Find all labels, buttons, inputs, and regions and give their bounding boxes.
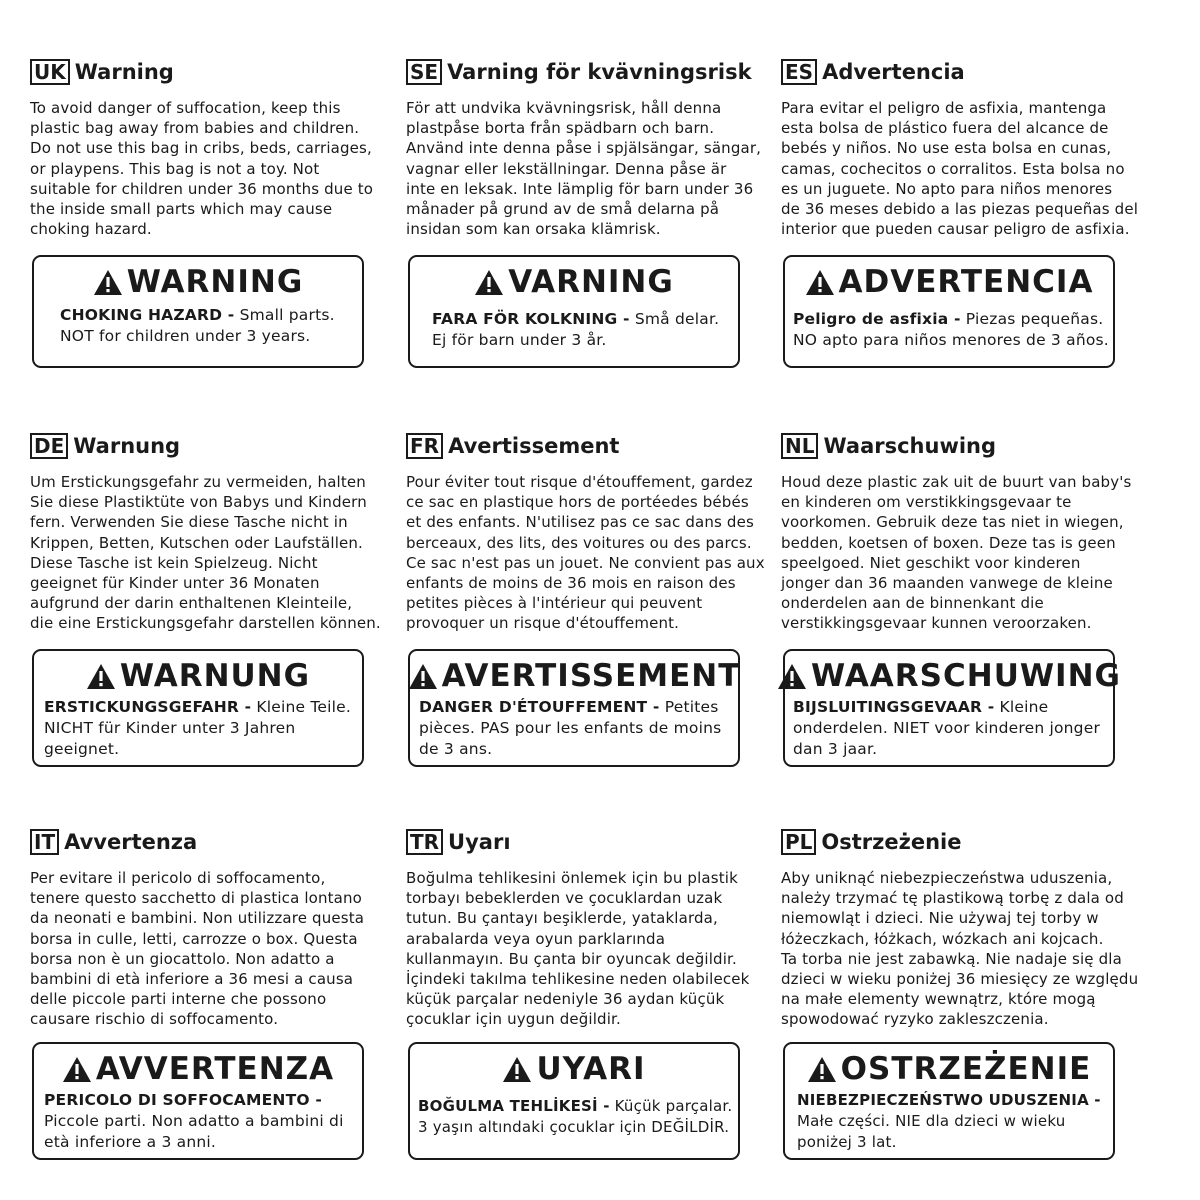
warning-paragraph: Houd deze plastic zak uit de buurt van baby's en kinderen om verstikkingsgevaar te voorkomen. Gebruik deze tas niet in wiegen, bedden, koetsen of boxen. Deze tas is geen speelgoed. Niet geschikt voor kinderen jonger dan 36 maanden vanwege de kleine onderdelen aan de binnenkant die verstikkingsgevaar kunnen veroorzaken.: [781, 473, 1132, 633]
warning-triangle-icon: [62, 1056, 92, 1083]
warning-section-de: [30, 432, 400, 758]
warning-label-box: [32, 255, 364, 368]
section-heading: Advertencia: [822, 60, 965, 84]
warning-section-tr: [406, 828, 776, 1136]
language-code-badge: SE: [406, 59, 442, 85]
warning-triangle-icon: [777, 663, 807, 690]
label-title: WARNING: [126, 264, 304, 300]
section-heading: Warning: [74, 60, 174, 84]
warning-paragraph: Boğulma tehlikesini önlemek için bu plastik torbayı bebeklerden ve çocuklardan uzak tutun. Bu çantayı beşiklerde, yataklarda, arabalarda veya oyun parklarında kullanmayın. Bu çanta bir oyuncak değildir. İçindeki takılma tehlikesine neden olabilecek küçük parçalar nedeniyle 36 aydan küçük çocuklar için uygun değildir.: [406, 869, 750, 1029]
warning-triangle-icon: [807, 1056, 837, 1083]
label-title: WARNUNG: [119, 658, 311, 694]
warning-label-box: [783, 1042, 1115, 1160]
warning-label-box: [32, 649, 364, 767]
warning-paragraph: För att undvika kvävningsrisk, håll denna plastpåse borta från spädbarn och barn. Använd inte denna påse i spjälsängar, sängar, vagnar eller lekställningar. Denna påse är inte en leksak. Inte lämplig för barn under 36 månader på grund av de små delarna på insidan som kan orsaka klämrisk.: [406, 99, 762, 239]
label-text: BOĞULMA TEHLİKESİ - Küçük parçalar. 3 yaşın altındaki çocuklar için DEĞİLDİR.: [418, 1097, 733, 1136]
label-text: NIEBEZPIECZEŃSTWO UDUSZENIA - Małe części. NIE dla dzieci w wieku poniżej 3 lat.: [797, 1091, 1101, 1151]
warning-section-pl: [781, 828, 1151, 1151]
label-title: VARNING: [508, 264, 674, 300]
warning-section-uk: [30, 58, 400, 345]
warning-paragraph: Para evitar el peligro de asfixia, mantenga esta bolsa de plástico fuera del alcance de bebés y niños. No use esta bolsa en cunas, camas, cochecitos o corralitos. Esta bolsa no es un juguete. No apto para niños menores de 36 meses debido a las piezas pequeñas del interior que pueden causar peligro de asfixia.: [781, 99, 1139, 239]
warning-label-box: [408, 1042, 740, 1160]
language-code-badge: ES: [781, 59, 817, 85]
warning-label-box: [32, 1042, 364, 1160]
warning-label-box: [408, 649, 740, 767]
label-text: PERICOLO DI SOFFOCAMENTO - Piccole parti. Non adatto a bambini di età inferiore a 3 anni.: [44, 1091, 344, 1151]
warning-triangle-icon: [474, 269, 504, 296]
language-code-badge: IT: [30, 829, 59, 855]
language-code-badge: TR: [406, 829, 443, 855]
label-title: WAARSCHUWING: [811, 658, 1121, 694]
section-heading: Waarschuwing: [823, 434, 997, 458]
warning-label-box: [783, 649, 1121, 767]
label-text: Peligro de asfixia - Piezas pequeñas. NO apto para niños menores de 3 años.: [793, 310, 1109, 349]
section-heading: Avvertenza: [64, 830, 198, 854]
warning-paragraph: Pour éviter tout risque d'étouffement, gardez ce sac en plastique hors de portéedes bébés et des enfants. N'utilisez pas ce sac dans des berceaux, des lits, des voitures ou des parcs. Ce sac n'est pas un jouet. Ne convient pas aux enfants de moins de 36 mois en raison des petites pièces à l'intérieur qui peuvent provoquer un risque d'étouffement.: [406, 473, 765, 633]
language-code-badge: DE: [30, 433, 68, 459]
section-heading: Warnung: [73, 434, 181, 458]
warning-triangle-icon: [805, 269, 835, 296]
section-heading: Varning för kvävningsrisk: [447, 60, 752, 84]
language-code-badge: PL: [781, 829, 816, 855]
warning-section-it: [30, 828, 400, 1151]
label-title: AVERTISSEMENT: [441, 658, 741, 694]
warning-section-es: [781, 58, 1151, 349]
warning-paragraph: Aby uniknąć niebezpieczeństwa uduszenia, należy trzymać tę plastikową torbę z dala od niemowląt i dzieci. Nie używaj tej torby w łóżeczkach, łóżkach, wózkach ani kojcach. Ta torba nie jest zabawką. Nie nadaje się dla dzieci w wieku poniżej 36 miesięcy ze względu na małe elementy wewnątrz, które mogą spowodować ryzyko zakleszczenia.: [781, 869, 1139, 1029]
section-heading: Avertissement: [448, 434, 620, 458]
language-code-badge: FR: [406, 433, 443, 459]
warning-section-fr: [406, 432, 776, 758]
label-text: BIJSLUITINGSGEVAAR - Kleine onderdelen. NIET voor kinderen jonger dan 3 jaar.: [793, 698, 1101, 758]
warning-section-se: [406, 58, 776, 349]
warning-paragraph: Per evitare il pericolo di soffocamento, tenere questo sacchetto di plastica lontano da neonati e bambini. Non utilizzare questa borsa in culle, letti, carrozze o box. Questa borsa non è un giocattolo. Non adatto a bambini di età inferiore a 36 mesi a causa delle piccole parti interne che possono causare rischio di soffocamento.: [30, 869, 365, 1029]
warning-paragraph: To avoid danger of suffocation, keep this plastic bag away from babies and children. Do not use this bag in cribs, beds, carriages, or playpens. This bag is not a toy. Not suitable for children under 36 months due to the inside small parts which may cause choking hazard.: [30, 99, 374, 239]
warning-label-box: [408, 255, 740, 368]
warning-label-box: [783, 255, 1115, 368]
section-heading: Ostrzeżenie: [821, 830, 962, 854]
warning-triangle-icon: [93, 269, 123, 296]
warning-section-nl: [781, 432, 1151, 758]
label-text: ERSTICKUNGSGEFAHR - Kleine Teile. NICHT für Kinder unter 3 Jahren geeignet.: [44, 698, 352, 758]
label-title: ADVERTENCIA: [838, 264, 1094, 300]
language-code-badge: UK: [30, 59, 70, 85]
label-title: UYARI: [536, 1051, 646, 1087]
warning-triangle-icon: [408, 663, 438, 690]
label-text: FARA FÖR KOLKNING - Små delar. Ej för barn under 3 år.: [432, 310, 720, 349]
warning-paragraph: Um Erstickungsgefahr zu vermeiden, halten Sie diese Plastiktüte von Babys und Kindern fern. Verwenden Sie diese Tasche nicht in Krippen, Betten, Kutschen oder Laufställen. Diese Tasche ist kein Spielzeug. Nicht geeignet für Kinder unter 36 Monaten aufgrund der darin enthaltenen Kleinteile, die eine Erstickungsgefahr darstellen können.: [30, 473, 381, 633]
label-text: DANGER D'ÉTOUFFEMENT - Petites pièces. PAS pour les enfants de moins de 3 ans.: [419, 698, 722, 758]
label-title: OSTRZEŻENIE: [840, 1051, 1092, 1087]
warning-triangle-icon: [86, 663, 116, 690]
language-code-badge: NL: [781, 433, 818, 459]
section-heading: Uyarı: [448, 830, 511, 854]
label-title: AVVERTENZA: [95, 1051, 335, 1087]
warning-triangle-icon: [502, 1056, 532, 1083]
label-text: CHOKING HAZARD - Small parts. NOT for children under 3 years.: [60, 306, 335, 345]
